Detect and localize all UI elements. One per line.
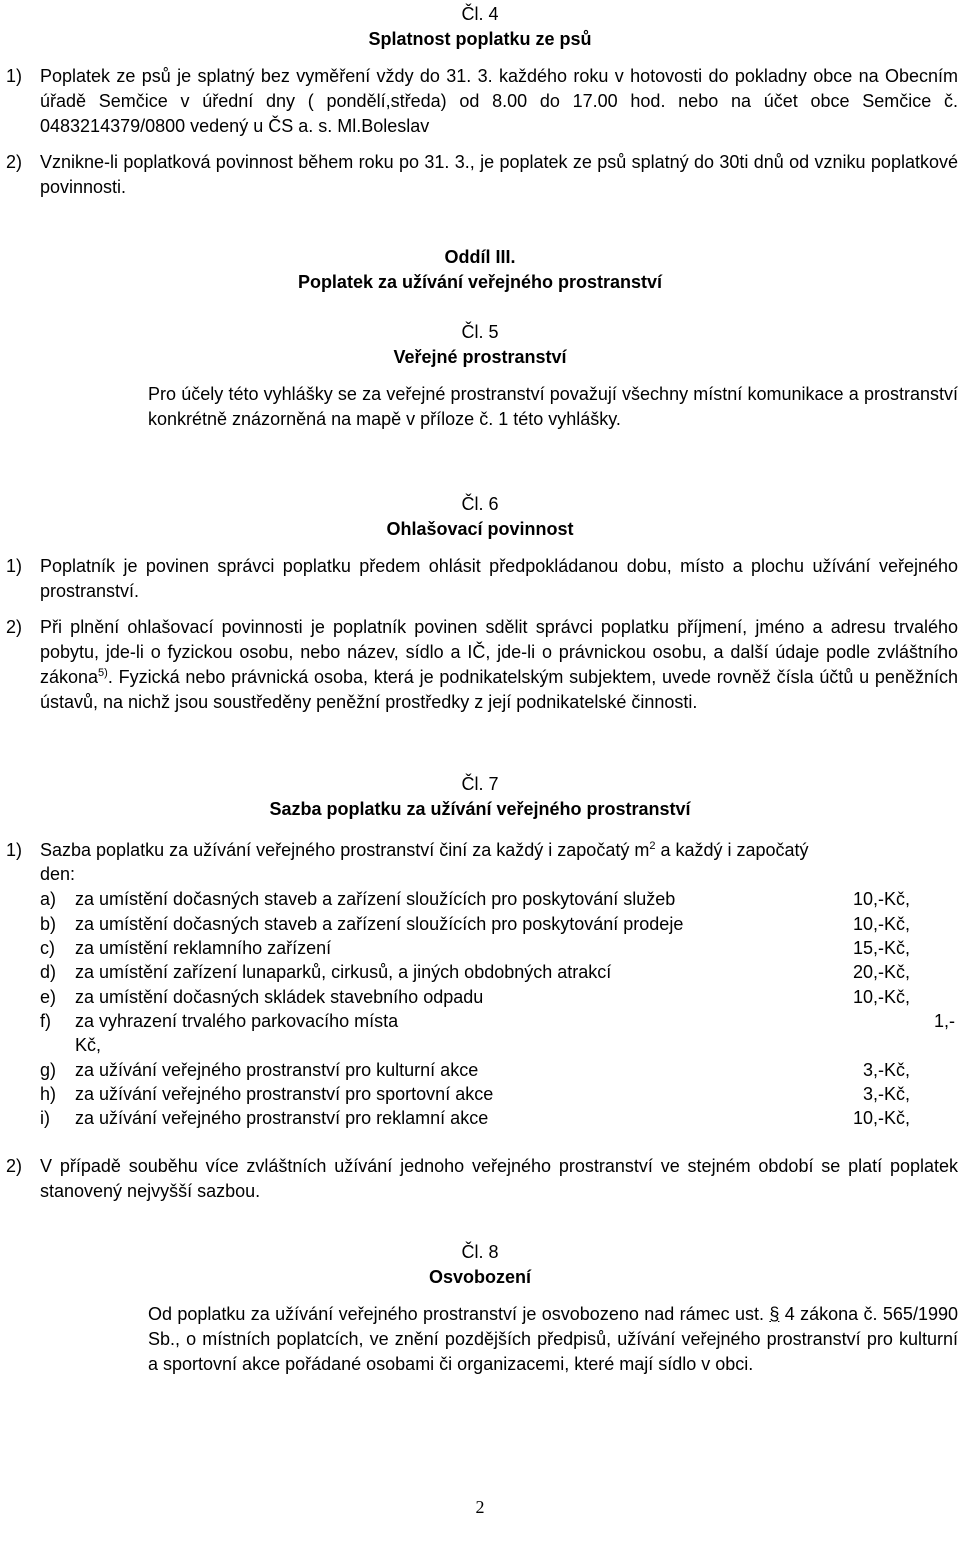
cl6-p1-number: 1) (6, 556, 23, 576)
rate-amount: 3,-Kč, (862, 1084, 910, 1104)
rate-row-f-cont (40, 1033, 955, 1058)
cl4-title: Splatnost poplatku ze psů (368, 29, 592, 49)
rate-text: za užívání veřejného prostranství pro reklamní akce (75, 1108, 489, 1128)
rate-row-f (40, 1009, 955, 1034)
rate-letter: a) (40, 889, 57, 909)
cl4-heading: Čl. 4 (461, 4, 499, 24)
section3-title: Poplatek za užívání veřejného prostranství (297, 272, 663, 292)
cl7-title: Sazba poplatku za užívání veřejného prostranství (269, 799, 691, 819)
cl6-p2-number: 2) (6, 617, 23, 637)
cl7-heading: Čl. 7 (461, 774, 499, 794)
cl7-p1-text-b: a každý i započatý (655, 840, 809, 860)
rate-row-g (40, 1058, 955, 1083)
cl7-p1-number: 1) (6, 840, 23, 860)
cl5-text: Pro účely této vyhlášky se za veřejné prostranství považují všechny místní komunikace a prostranství konkrétně znázorněná na mapě v příloze č. 1 této vyhlášky. (148, 384, 958, 429)
cl7-p1-text-c: den: (40, 864, 76, 884)
cl6-heading: Čl. 6 (461, 494, 499, 514)
rate-row-e (40, 985, 955, 1010)
rate-amount: 10,-Kč, (852, 1108, 910, 1128)
rate-row-b (40, 912, 955, 937)
rate-amount: 20,-Kč, (852, 962, 910, 982)
cl4-p2-number: 2) (6, 152, 23, 172)
cl6-p1-text: Poplatník je povinen správci poplatku předem ohlásit předpokládanou dobu, místo a plochu užívání veřejného prostranství. (40, 556, 958, 601)
rate-amount: 1,- (933, 1011, 955, 1031)
rate-amount: 15,-Kč, (852, 938, 910, 958)
rate-letter: i) (40, 1108, 50, 1128)
rate-text: za umístění dočasných staveb a zařízení sloužících pro poskytování služeb (75, 889, 676, 909)
rate-amount: 3,-Kč, (862, 1060, 910, 1080)
rate-text: za užívání veřejného prostranství pro kulturní akce (75, 1060, 479, 1080)
rate-text: za umístění dočasných staveb a zařízení sloužících pro poskytování prodeje (75, 914, 684, 934)
cl4-p2-text: Vznikne-li poplatková povinnost během roku po 31. 3., je poplatek ze psů splatný do 30ti dnů od vzniku poplatkové povinnosti. (40, 152, 958, 197)
cl5-title: Veřejné prostranství (393, 347, 567, 367)
rate-amount: 10,-Kč, (852, 987, 910, 1007)
cl8-text-b: 4 zákona č. 565/1990 Sb., o místních poplatcích, ve znění pozdějších předpisů, užívání veřejného prostranství pro kulturní a sportovní akce pořádané osobami či organizacemi, které mají sídlo v obci. (148, 1304, 958, 1374)
rate-text: za umístění zařízení lunaparků, cirkusů, a jiných obdobných atrakcí (75, 962, 612, 982)
rate-text: za umístění dočasných skládek stavebního odpadu (75, 987, 484, 1007)
cl4-p1-text: Poplatek ze psů je splatný bez vyměření vždy do 31. 3. každého roku v hotovosti do pokladny obce na Obecním úřadě Semčice v úřední dny ( pondělí,středa) od 8.00 do 17.00 hod. nebo na účet obce Semčice č. 0483214379/0800 vedený u ČS a. s. Ml.Boleslav (40, 66, 958, 136)
cl8-title: Osvobození (428, 1267, 531, 1287)
rate-text: za umístění reklamního zařízení (75, 938, 332, 958)
rate-row-a (40, 887, 955, 912)
cl6-p2-footnote-ref: 5) (98, 667, 108, 679)
cl7-p2-text: V případě souběhu více zvláštních užívání jednoho veřejného prostranství ve stejném období se platí poplatek stanovený nejvyšší sazbou. (40, 1156, 958, 1201)
cl6-p2-text (40, 615, 958, 715)
cl6-title: Ohlašovací povinnost (386, 519, 574, 539)
cl6-p2-text-b: . Fyzická nebo právnická osoba, která je podnikatelským subjektem, uvede rovněž čísla účtů u peněžních ústavů, na nichž jsou soustředěny peněžní prostředky z její podnikatelské činnosti. (40, 667, 958, 712)
rate-letter: f) (40, 1011, 51, 1031)
section3-heading: Oddíl III. (444, 247, 516, 267)
rate-amount: 10,-Kč, (852, 889, 910, 909)
rate-letter: h) (40, 1084, 57, 1104)
rate-row-h (40, 1082, 955, 1107)
cl4-p1-number: 1) (6, 66, 23, 86)
rate-letter: d) (40, 962, 57, 982)
cl7-p1-text (40, 838, 958, 863)
rate-letter: g) (40, 1060, 57, 1080)
cl5-heading: Čl. 5 (461, 322, 499, 342)
rate-letter: c) (40, 938, 55, 958)
rate-text: za užívání veřejného prostranství pro sportovní akce (75, 1084, 494, 1104)
cl7-p1-text-a: Sazba poplatku za užívání veřejného prostranství činí za každý i započatý m (40, 840, 650, 860)
rate-amount-continued: Kč, (75, 1035, 102, 1055)
cl6-p2-text-a: Při plnění ohlašovací povinnosti je poplatník povinen sdělit správci poplatku příjmení, jméno a adresu trvalého pobytu, jde-li o fyzickou osobu, nebo název, sídlo a IČ, jde-li o právnickou osobu, a další údaje podle zvláštního zákona (40, 617, 958, 687)
cl8-heading: Čl. 8 (461, 1242, 499, 1262)
cl8-text-a: Od poplatku za užívání veřejného prostranství je osvobozeno nad rámec ust. (148, 1304, 764, 1324)
rate-letter: e) (40, 987, 57, 1007)
rate-row-i (40, 1106, 955, 1131)
rate-row-d (40, 960, 955, 985)
page-number: 2 (475, 1497, 485, 1517)
rate-text: za vyhrazení trvalého parkovacího místa (75, 1011, 399, 1031)
cl7-p1-superscript: 2 (649, 840, 656, 852)
rate-row-c (40, 936, 955, 961)
paragraph-sign: § (769, 1304, 780, 1324)
cl8-text (148, 1302, 958, 1377)
cl7-p2-number: 2) (6, 1156, 23, 1176)
rate-letter: b) (40, 914, 57, 934)
rate-amount: 10,-Kč, (852, 914, 910, 934)
